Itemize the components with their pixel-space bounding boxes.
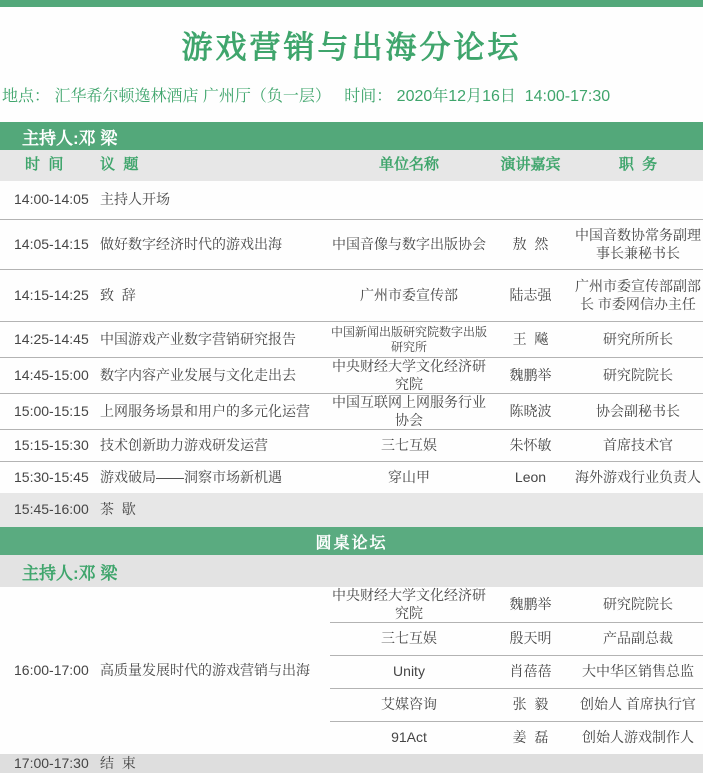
cell-title: 中国音数协常务副理事长兼秘书长 <box>575 227 701 261</box>
cell-org: 中国新闻出版研究院数字出版研究所 <box>330 324 487 354</box>
cell-title: 创始人游戏制作人 <box>582 729 694 746</box>
cell-speaker: 陈晓波 <box>509 402 552 419</box>
cell-topic: 上网服务场景和用户的多元化运营 <box>100 402 310 419</box>
location-time-line: 地点： 汇华希尔顿逸林酒店 广州厅（负一层） 时间： 2020年12月16日 14:00-17:30 <box>2 88 611 105</box>
cell-speaker: 殷天明 <box>509 630 552 647</box>
cell-org: 中央财经大学文化经济研究院 <box>332 587 486 621</box>
agenda-row <box>0 357 703 393</box>
cell-title: 研究院院长 <box>603 366 673 383</box>
cell-time: 14:00-14:05 <box>14 191 89 208</box>
roundtable-left <box>0 587 330 754</box>
cell-title: 首席技术官 <box>603 436 673 453</box>
roundtable-section <box>0 587 703 754</box>
col-header-title: 职 务 <box>618 156 658 174</box>
cell-speaker: 姜 磊 <box>512 729 549 746</box>
cell-speaker: 魏鹏举 <box>509 595 552 612</box>
cell-org: 三七互娱 <box>381 436 437 453</box>
agenda-row <box>0 219 703 269</box>
cell-org: 艾媒咨询 <box>381 696 437 713</box>
cell-time: 14:25-14:45 <box>14 330 89 347</box>
cell-title: 广州市委宣传部副部长 市委网信办主任 <box>575 278 701 312</box>
cell-speaker: 肖蓓蓓 <box>509 663 552 680</box>
cell-speaker: 王 飚 <box>512 330 549 347</box>
col-header-topic: 议 题 <box>100 156 139 174</box>
cell-speaker: Leon <box>514 468 547 485</box>
roundtable-row <box>330 688 703 721</box>
cell-org <box>330 493 488 527</box>
cell-title: 大中华区销售总监 <box>582 663 694 680</box>
cell-topic: 做好数字经济时代的游戏出海 <box>100 235 282 252</box>
roundtable-host-bar <box>0 555 703 587</box>
col-header-time: 时 间 <box>25 156 64 174</box>
agenda-row <box>0 393 703 429</box>
cell-topic: 茶 歇 <box>100 501 136 518</box>
cell-org: Unity <box>393 663 425 680</box>
column-header-row <box>0 150 703 181</box>
roundtable-time: 16:00-17:00 <box>14 661 89 678</box>
roundtable-panelists <box>330 587 703 754</box>
cell-time: 15:00-15:15 <box>14 402 89 419</box>
roundtable-row <box>330 721 703 754</box>
forum-title: 游戏营销与出海分论坛 <box>181 30 522 65</box>
cell-topic: 数字内容产业发展与文化走出去 <box>100 366 296 383</box>
cell-org: 91Act <box>391 729 427 746</box>
agenda-table <box>0 181 703 527</box>
cell-title: 研究所所长 <box>603 330 673 347</box>
cell-time: 17:00-17:30 <box>14 754 89 771</box>
cell-topic: 中国游戏产业数字营销研究报告 <box>100 330 296 347</box>
cell-title: 研究院院长 <box>603 595 673 612</box>
cell-title: 海外游戏行业负责人 <box>575 468 701 485</box>
tea-break-row <box>0 493 703 527</box>
cell-topic: 致 辞 <box>100 286 136 303</box>
agenda-row <box>0 461 703 493</box>
cell-title: 协会副秘书长 <box>596 402 680 419</box>
cell-time: 15:30-15:45 <box>14 468 89 485</box>
cell-org: 中国音像与数字出版协会 <box>332 235 486 252</box>
cell-time: 15:15-15:30 <box>14 436 89 453</box>
session1-host-bar <box>0 122 703 150</box>
col-header-speaker: 演讲嘉宾 <box>500 156 561 174</box>
cell-time: 14:15-14:25 <box>14 286 89 303</box>
agenda-row <box>0 429 703 461</box>
cell-speaker <box>488 493 573 527</box>
session1-host-label: 主持人:邓 梁 <box>22 128 118 148</box>
cell-speaker: 张 毅 <box>512 696 549 713</box>
roundtable-row <box>330 587 703 622</box>
roundtable-topic: 高质量发展时代的游戏营销与出海 <box>100 661 310 678</box>
col-header-org: 单位名称 <box>378 156 439 174</box>
cell-speaker: 朱怀敏 <box>509 436 552 453</box>
cell-topic: 主持人开场 <box>100 191 170 208</box>
cell-topic: 结 束 <box>100 754 136 771</box>
closing-row <box>0 754 703 773</box>
roundtable-row <box>330 622 703 655</box>
agenda-row <box>0 181 703 219</box>
cell-org <box>330 181 488 219</box>
roundtable-banner: 圆桌论坛 <box>0 527 703 555</box>
cell-time: 14:45-15:00 <box>14 366 89 383</box>
cell-time: 14:05-14:15 <box>14 235 89 252</box>
agenda-row <box>0 269 703 321</box>
top-accent-bar <box>0 0 703 7</box>
cell-title: 产品副总裁 <box>603 630 673 647</box>
cell-speaker: 敖 然 <box>512 235 549 252</box>
cell-topic: 游戏破局——洞察市场新机遇 <box>100 468 282 485</box>
cell-speaker: 魏鹏举 <box>509 366 552 383</box>
agenda-row <box>0 321 703 357</box>
cell-org: 中央财经大学文化经济研究院 <box>332 358 486 392</box>
roundtable-row <box>330 655 703 688</box>
cell-org: 穿山甲 <box>388 468 430 485</box>
cell-title <box>573 181 703 219</box>
cell-org: 广州市委宣传部 <box>360 286 458 303</box>
cell-topic: 技术创新助力游戏研发运营 <box>100 436 268 453</box>
cell-title <box>573 493 703 527</box>
cell-speaker <box>488 181 573 219</box>
cell-time: 15:45-16:00 <box>14 501 89 518</box>
cell-speaker: 陆志强 <box>509 286 552 303</box>
cell-org: 中国互联网上网服务行业协会 <box>332 394 486 428</box>
roundtable-host-label: 主持人:邓 梁 <box>22 563 118 583</box>
cell-title: 创始人 首席执行官 <box>580 696 696 713</box>
cell-org: 三七互娱 <box>381 630 437 647</box>
